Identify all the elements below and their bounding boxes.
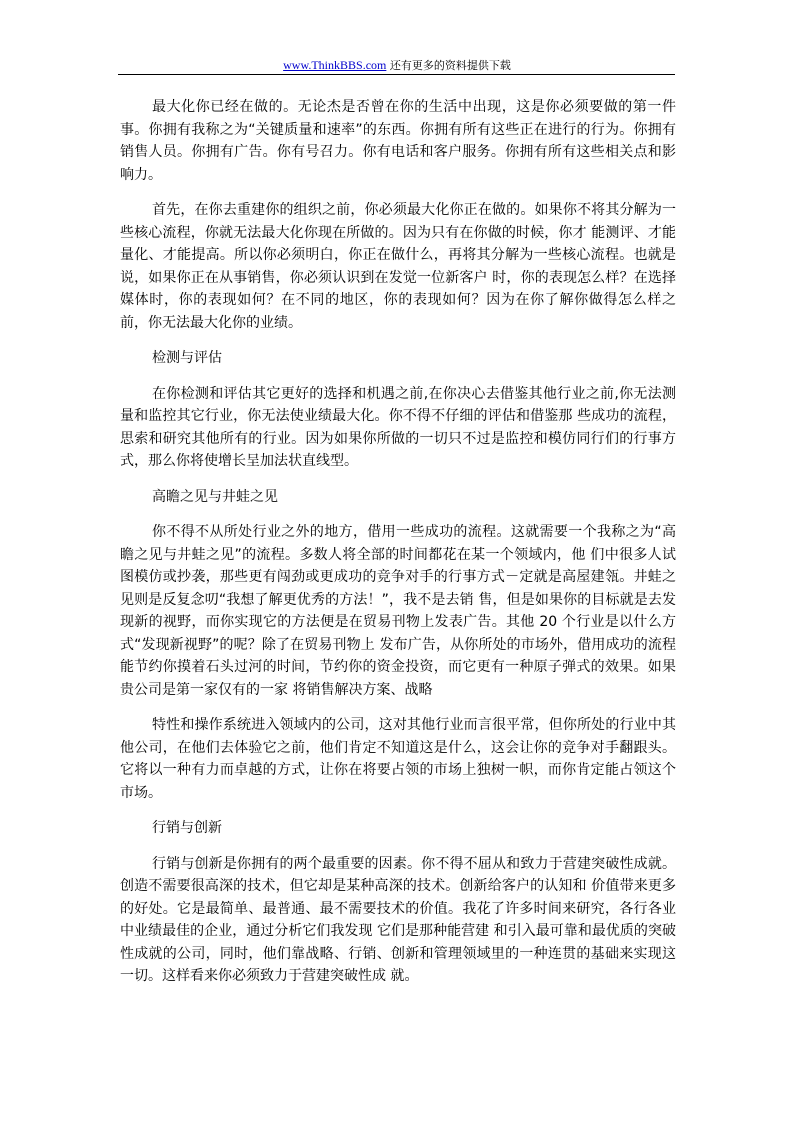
paragraph-6: 行销与创新是你拥有的两个最重要的因素。你不得不屈从和致力于营建突破性成就。创造不需要很高深的技术，但它却是某种高深的技术。创新给客户的认知和 价值带来更多的好处。它是最简单、最普通、最不需要技术的价值。我花了许多时间来研究，各行各业中业绩最佳的企业，通过分析它们我发现 它们是那种能营建 和引入最可靠和最优质的突破性成就的公司，同时，他们靠战略、行销、创新和管理领域里的一种连贯的基础来实现这一切。这样看来你必须致力于营建突破性成 就。 — [120, 855, 676, 984]
header-tagline: 还有更多的资料提供下载 — [389, 59, 511, 72]
document-body — [120, 96, 676, 1001]
paragraph-4: 你不得不从所处行业之外的地方，借用一些成功的流程。这就需要一个我称之为“高瞻之见与井蛙之见”的流程。多数人将全部的时间都花在某一个领域内，他 们中很多人试图模仿或抄袭，那些更有闯劲或更成功的竞争对手的行事方式－定就是高屋建瓴。井蛙之见则是反复念叨“我想了解更优秀的方法！”，我不是去销 售，但是如果你的目标就是去发现新的视野，而你实现它的方法便是在贸易刊物上发表广告。其他 20 个行业是以什么方式“发现新视野”的呢？除了在贸易刊物上 发布广告，从你所处的市场外，借用成功的流程能节约你摸着石头过河的时间，节约你的资金投资，而它更有一种原子弹式的效果。如果贵公司是第一家仅有的一家 将销售解决方案、战略 — [120, 524, 676, 698]
paragraph-5: 特性和操作系统进入领域内的公司，这对其他行业而言很平常，但你所处的行业中其他公司，在他们去体验它之前，他们肯定不知道这是什么，这会让你的竞争对手翻跟头。它将以一种有力而卓越的方式，让你在将要占领的市场上独树一帜，而你肯定能占领这个市场。 — [120, 717, 676, 801]
section-heading-perspective: 高瞻之见与井蛙之见 — [152, 488, 278, 505]
section-heading-marketing: 行销与创新 — [152, 820, 222, 836]
paragraph-2: 首先，在你去重建你的组织之前，你必须最大化你正在做的。如果你不将其分解为一些核心流程，你就无法最大化你现在所做的。因为只有在你做的时候，你才 能测评、才能量化、才能提高。所以你必须明白，你正在做什么，再将其分解为一些核心流程。也就是说，如果你正在从事销售，你必须认识到在发觉一位新客户 时，你的表现怎么样？在选择媒体时，你的表现如何？在不同的地区，你的表现如何？因为在你了解你做得怎么样之前，你无法最大化你的业绩。 — [120, 202, 676, 331]
paragraph-1: 最大化你已经在做的。无论杰是否曾在你的生活中出现，这是你必须要做的第一件事。你拥有我称之为“关键质量和速率”的东西。你拥有所有这些正在进行的行为。你拥有销售人员。你拥有广告。你有号召力。你有电话和客户服务。你拥有所有这些相关点和影响力。 — [120, 99, 676, 183]
site-link[interactable]: www.ThinkBBS.com — [283, 58, 387, 72]
paragraph-3: 在你检测和评估其它更好的选择和机遇之前,在你决心去借鉴其他行业之前,你无法测量和监控其它行业，你无法使业绩最大化。你不得不仔细的评估和借鉴那 些成功的流程，思索和研究其他所有的行业。因为如果你所做的一切只不过是监控和模仿同行们的行事方式，那么你将使增长呈加法状直线型。 — [120, 385, 676, 469]
header-divider — [118, 74, 675, 75]
page-header — [0, 58, 794, 73]
section-heading-detection: 检测与评估 — [152, 350, 222, 366]
